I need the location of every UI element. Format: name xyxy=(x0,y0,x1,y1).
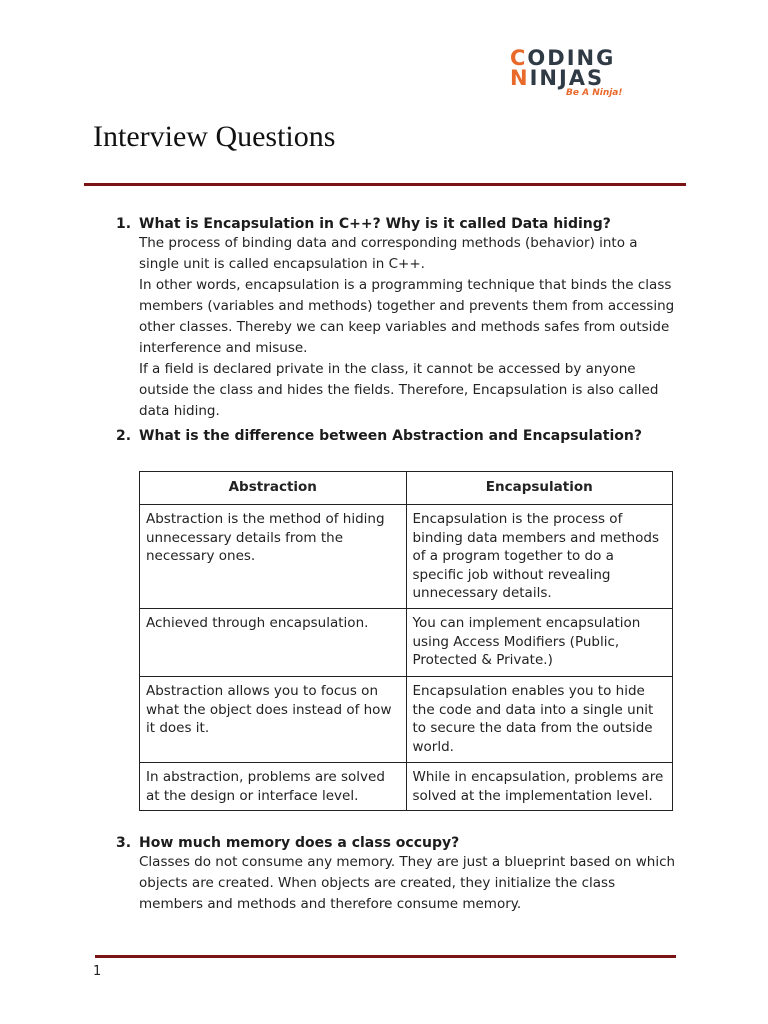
table-cell: Encapsulation is the process of binding data members and methods of a program together to do a specific job without revealing unnecessary details. xyxy=(406,505,673,609)
table-header-row xyxy=(140,472,673,505)
question-heading: What is Encapsulation in C++? Why is it called Data hiding? xyxy=(139,216,611,232)
question-number: 2. xyxy=(116,428,132,444)
page-number: 1 xyxy=(93,964,102,979)
coding-ninjas-logo xyxy=(510,48,632,104)
table-cell: Encapsulation enables you to hide the code and data into a single unit to secure the data from the outside world. xyxy=(406,677,673,763)
column-header-encapsulation: Encapsulation xyxy=(406,472,673,505)
answer-paragraph: Classes do not consume any memory. They are just a blueprint based on which objects are created. When objects are created, they initialize the class members and methods and therefore consume memory. xyxy=(139,854,676,912)
answer-paragraph: In other words, encapsulation is a programming technique that binds the class members (variables and methods) together and prevents them from accessing other classes. Thereby we can keep variables and methods safes from outside interference and misuse. xyxy=(139,277,675,356)
answer-paragraph: If a field is declared private in the class, it cannot be accessed by anyone outside the class and hides the fields. Therefore, Encapsulation is also called data hiding. xyxy=(139,361,659,419)
question-heading: What is the difference between Abstraction and Encapsulation? xyxy=(139,428,642,444)
header-divider xyxy=(84,183,686,186)
question-1 xyxy=(116,216,676,422)
column-header-abstraction: Abstraction xyxy=(140,472,407,505)
table-cell: Abstraction allows you to focus on what the object does instead of how it does it. xyxy=(140,677,407,763)
question-heading: How much memory does a class occupy? xyxy=(139,835,460,851)
comparison-table xyxy=(139,471,673,811)
table-row xyxy=(140,505,673,609)
logo-tagline: Be A Ninja! xyxy=(566,88,623,98)
table-row xyxy=(140,763,673,811)
table-row xyxy=(140,609,673,677)
question-3 xyxy=(116,835,676,915)
table-cell: Abstraction is the method of hiding unnecessary details from the necessary ones. xyxy=(140,505,407,609)
table-cell: Achieved through encapsulation. xyxy=(140,609,407,677)
question-2 xyxy=(116,428,676,444)
logo-line-1: CODING xyxy=(510,46,616,70)
page-title: Interview Questions xyxy=(93,120,336,153)
question-number: 3. xyxy=(116,835,132,851)
table-cell: While in encapsulation, problems are solved at the implementation level. xyxy=(406,763,673,811)
question-number: 1. xyxy=(116,216,132,232)
table-cell: You can implement encapsulation using Access Modifiers (Public, Protected & Private.) xyxy=(406,609,673,677)
table-row xyxy=(140,677,673,763)
table-cell: In abstraction, problems are solved at the design or interface level. xyxy=(140,763,407,811)
answer-paragraph: The process of binding data and corresponding methods (behavior) into a single unit is called encapsulation in C++. xyxy=(139,235,638,272)
footer-divider xyxy=(95,955,676,958)
logo-line-2: NINJAS xyxy=(510,66,605,90)
